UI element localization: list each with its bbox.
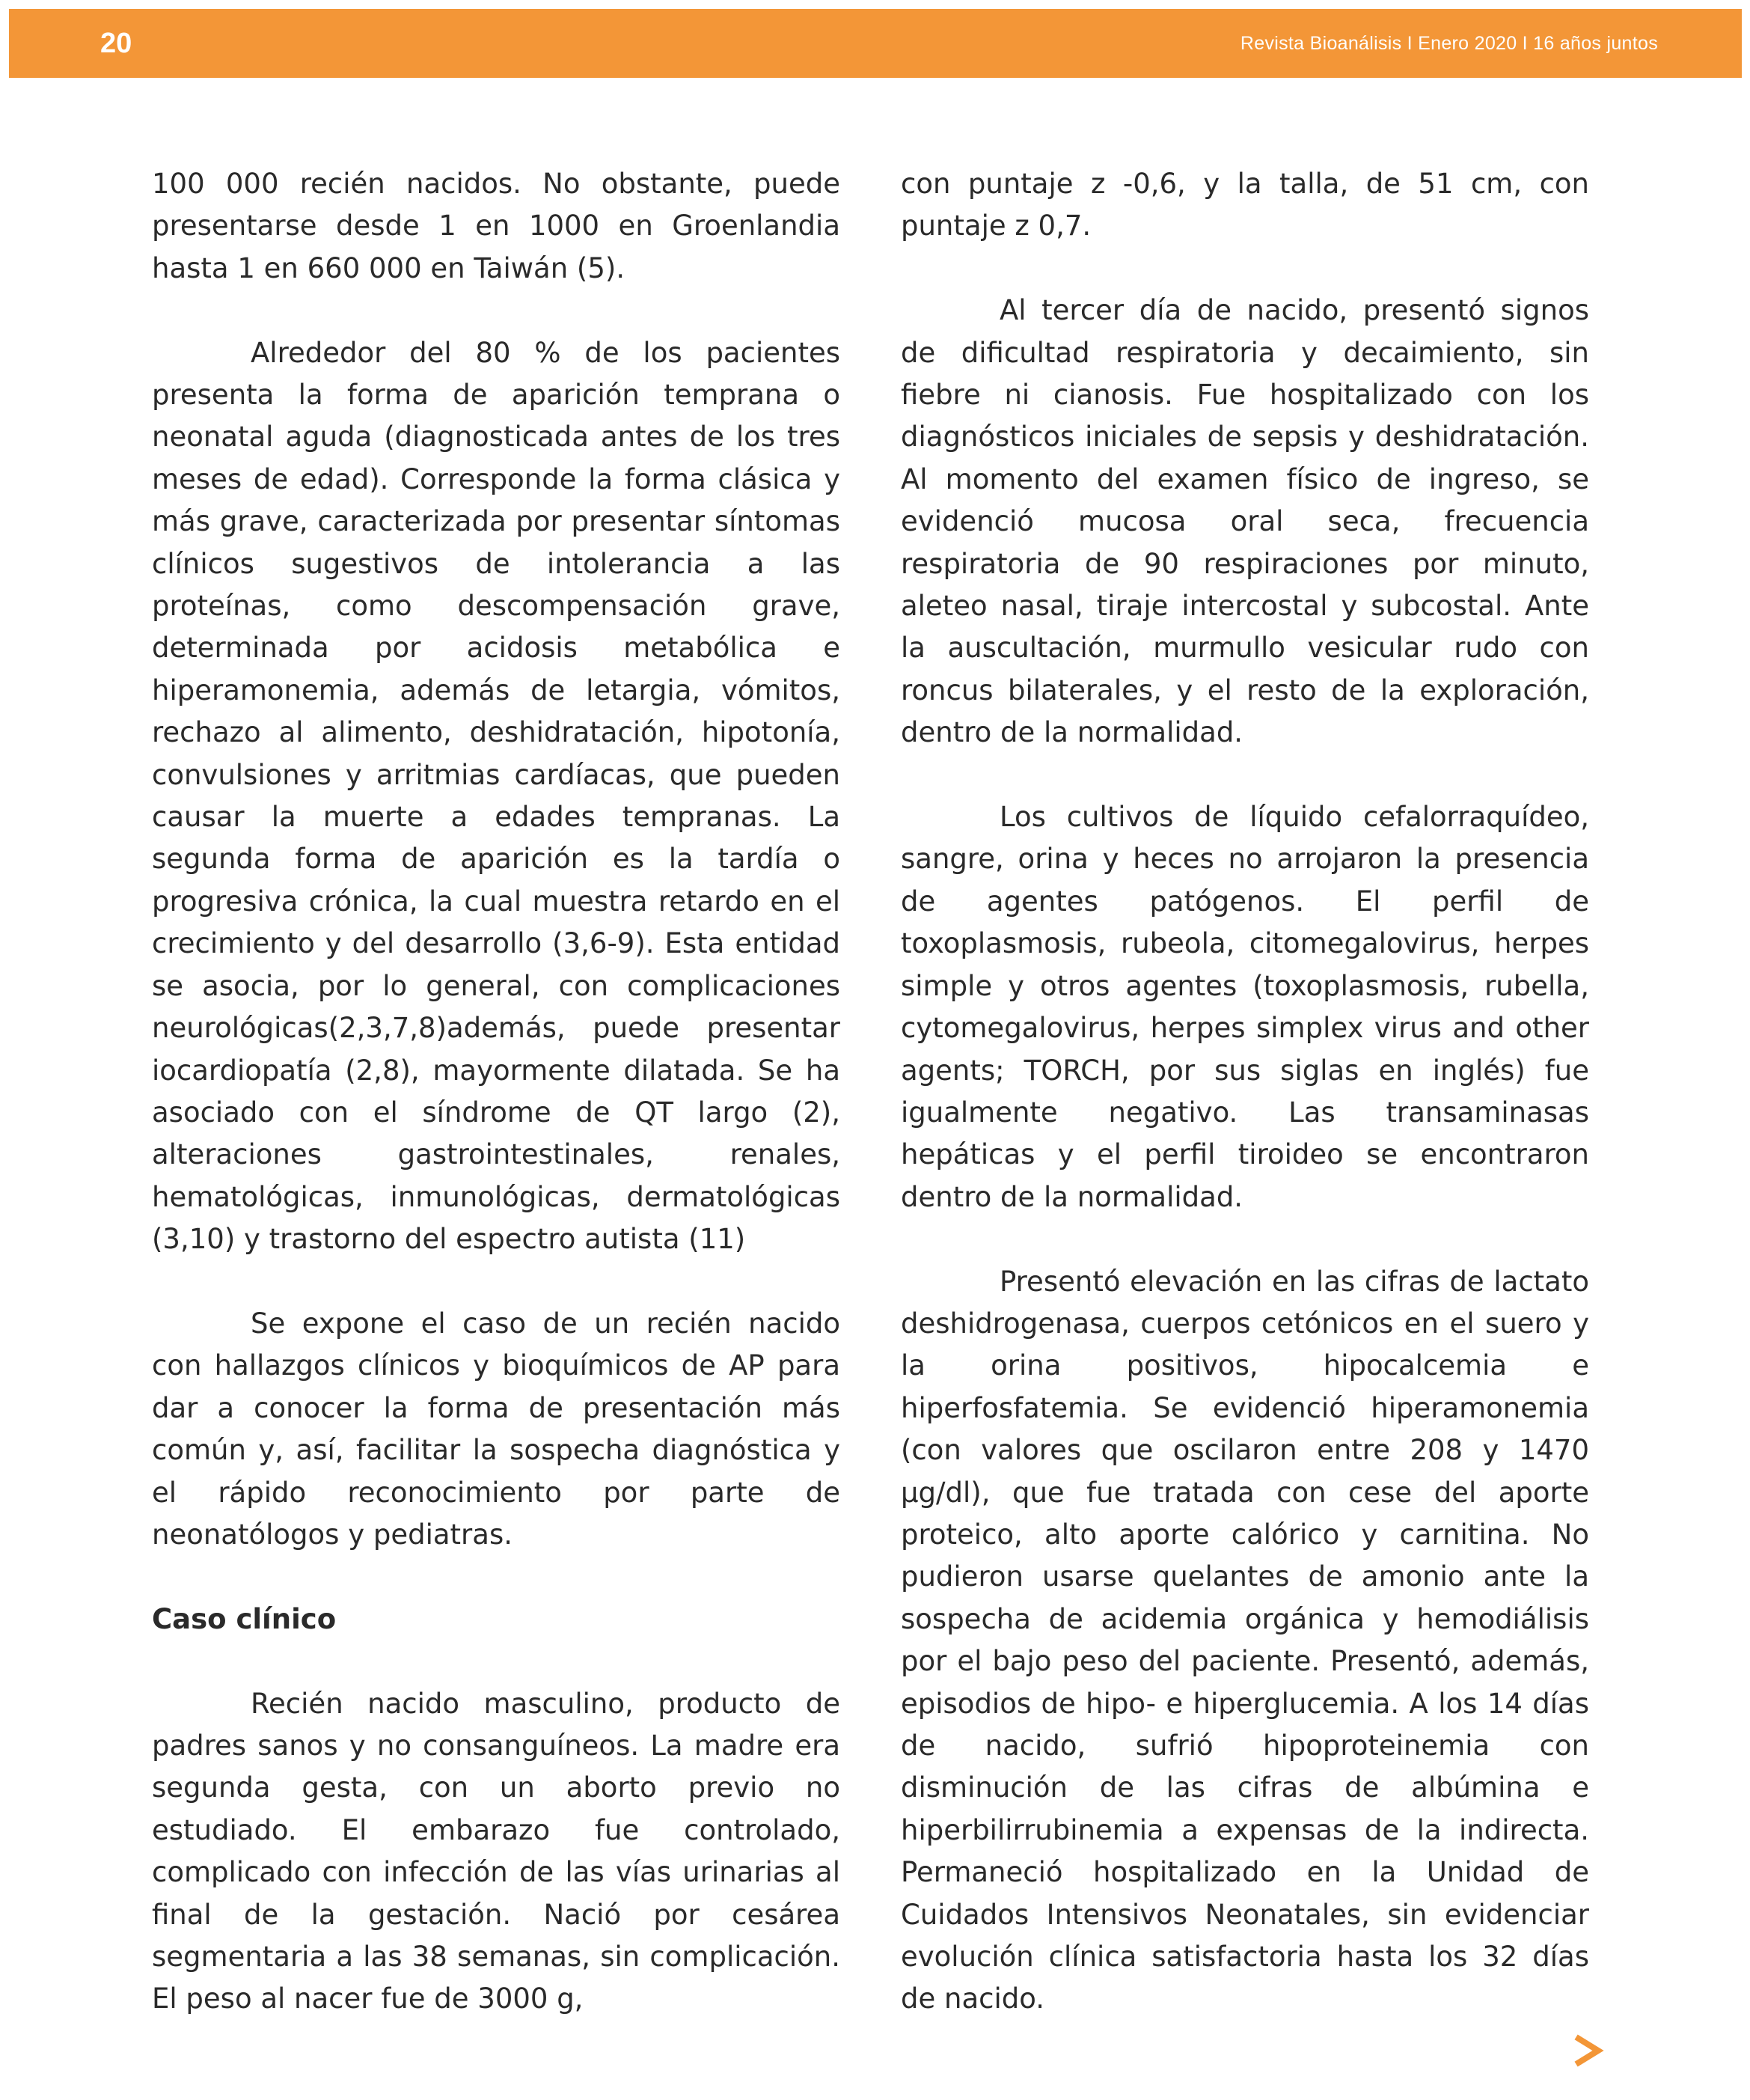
running-head: Revista Bioanálisis I Enero 2020 I 16 años juntos [1240,33,1658,54]
right-paragraph-3: Los cultivos de líquido cefalorraquídeo, sangre, orina y heces no arrojaron la presencia de agentes patógenos. El perfil de toxoplasmosis, rubeola, citomegalovirus, herpes simple y otros agentes (toxoplasmosis, rubella, cytomegalovirus, herpes simplex virus and other agents; TORCH, por sus siglas en inglés) fue igualmente negativo. Las transaminasas hepáticas y el perfil tiroideo se encontraron dentro de la normalidad. [901,801,1589,1213]
left-paragraph-3: Se expone el caso de un recién nacido con hallazgos clínicos y bioquímicos de AP para dar a conocer la forma de presentación más común y, así, facilitar la sospecha diagnóstica y el rápido reconocimiento por parte de neonatólogos y pediatras. [152,1307,840,1551]
left-column [152,163,840,2063]
section-heading-caso-clinico: Caso clínico [152,1602,337,1635]
left-paragraph-2: Alrededor del 80 % de los pacientes presenta la forma de aparición temprana o neonatal aguda (diagnosticada antes de los tres meses de edad). Corresponde la forma clásica y más grave, caracterizada por presentar síntomas clínicos sugestivos de intolerancia a las proteínas, como descompensación grave, determinada por acidosis metabólica e hiperamonemia, además de letargia, vómitos, rechazo al alimento, deshidratación, hipotonía, convulsiones y arritmias cardíacas, que pueden causar la muerte a edades tempranas. La segunda forma de aparición es la tardía o progresiva crónica, la cual muestra retardo en el crecimiento y del desarrollo (3,6-9). Esta entidad se asocia, por lo general, con complicaciones neurológicas(2,3,7,8)además, puede presentar iocardiopatía (2,8), mayormente dilatada. Se ha asociado con el síndrome de QT largo (2), alteraciones gastrointestinales, renales, hematológicas, inmunológicas, dermatológicas (3,10) y trastorno del espectro autista (11) [152,336,840,1256]
right-paragraph-1: con puntaje z -0,6, y la talla, de 51 cm, con puntaje z 0,7. [901,168,1589,242]
right-paragraph-2: Al tercer día de nacido, presentó signos de dificultad respiratoria y decaimiento, sin fiebre ni cianosis. Fue hospitalizado con los diagnósticos iniciales de sepsis y deshidratación. Al momento del examen físico de ingreso, se evidenció mucosa oral seca, frecuencia respiratoria de 90 respiraciones por minuto, aleteo nasal, tiraje intercostal y subcostal. Ante la auscultación, murmullo vesicular rudo con roncus bilaterales, y el resto de la exploración, dentro de la normalidad. [901,294,1589,749]
right-column [901,163,1589,2063]
page-number: 20 [100,28,132,59]
header-bar [9,9,1742,78]
right-paragraph-4: Presentó elevación en las cifras de lactato deshidrogenasa, cuerpos cetónicos en el suero y la orina positivos, hipocalcemia e hiperfosfatemia. Se evidenció hiperamonemia (con valores que oscilaron entre 208 y 1470 μg/dl), que fue tratada con cese del aporte proteico, alto aporte calórico y carnitina. No pudieron usarse quelantes de amonio ante la sospecha de acidemia orgánica y hemodiálisis por el bajo peso del paciente. Presentó, además, episodios de hipo- e hiperglucemia. A los 14 días de nacido, sufrió hipoproteinemia con disminución de las cifras de albúmina e hiperbilirrubinemia a expensas de la indirecta. Permaneció hospitalizado en la Unidad de Cuidados Intensivos Neonatales, sin evidenciar evolución clínica satisfactoria hasta los 32 días de nacido. [901,1265,1589,2015]
left-paragraph-1: 100 000 recién nacidos. No obstante, puede presentarse desde 1 en 1000 en Groenlandia hasta 1 en 660 000 en Taiwán (5). [152,168,840,284]
left-paragraph-4: Recién nacido masculino, producto de padres sanos y no consanguíneos. La madre era segunda gesta, con un aborto previo no estudiado. El embarazo fue controlado, complicado con infección de las vías urinarias al final de la gestación. Nació por cesárea segmentaria a las 38 semanas, sin complicación. El peso al nacer fue de 3000 g, [152,1687,840,2015]
chevron-right-icon[interactable] [1573,2028,1607,2073]
